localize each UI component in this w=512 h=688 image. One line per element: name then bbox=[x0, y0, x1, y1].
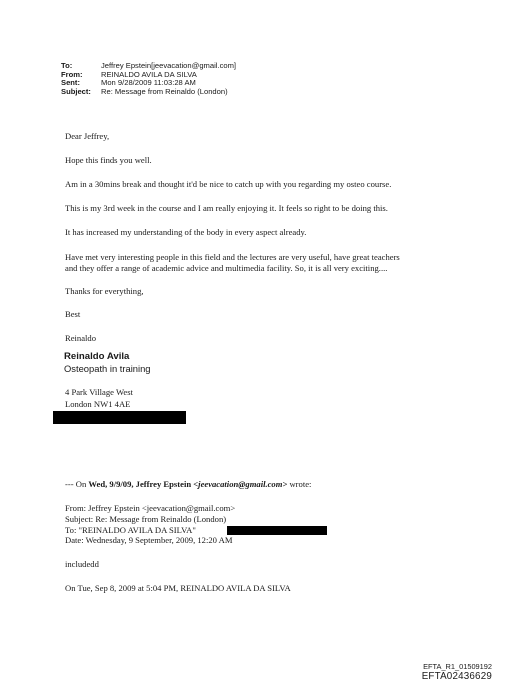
bates-id-small: EFTA_R1_01509192 bbox=[423, 662, 492, 671]
paragraph: Hope this finds you well. bbox=[65, 155, 152, 165]
quoted-to: To: "REINALDO AVILA DA SILVA" bbox=[65, 524, 196, 535]
signature-address bbox=[65, 387, 133, 410]
from-value: REINALDO AVILA DA SILVA bbox=[101, 69, 197, 79]
quoted-header bbox=[65, 479, 311, 489]
signature-title: Osteopath in training bbox=[64, 363, 151, 374]
paragraph: Have met very interesting people in this field and the lectures are very useful, have great teachers bbox=[65, 252, 400, 262]
earlier-message-line: On Tue, Sep 8, 2009 at 5:04 PM, REINALDO AVILA DA SILVA bbox=[65, 583, 291, 593]
subject-label: Subject: bbox=[61, 86, 91, 96]
address-line: 4 Park Village West bbox=[65, 387, 133, 397]
bates-id-large: EFTA02436629 bbox=[421, 671, 492, 682]
sent-label: Sent: bbox=[61, 78, 80, 88]
quoted-date: Wed, 9/9/09, Jeffrey Epstein bbox=[88, 479, 192, 489]
signature bbox=[64, 351, 151, 375]
quoted-date-line: Date: Wednesday, 9 September, 2009, 12:20 AM bbox=[65, 535, 233, 546]
signature-name: Reinaldo Avila bbox=[64, 351, 130, 362]
quoted-from: From: Jeffrey Epstein <jeevacation@gmail.com> bbox=[65, 503, 236, 513]
sender-signoff: Reinaldo bbox=[65, 333, 97, 343]
redaction-bar bbox=[53, 411, 186, 424]
subject-row bbox=[61, 88, 236, 97]
subject-value: Re: Message from Reinaldo (London) bbox=[101, 86, 228, 96]
paragraph: It has increased my understanding of the body in every aspect already. bbox=[65, 227, 307, 237]
quoted-message-header bbox=[65, 503, 235, 546]
paragraph: This is my 3rd week in the course and I am really enjoying it. It feels so right to be doing this. bbox=[65, 203, 388, 213]
from-label: From: bbox=[61, 69, 83, 79]
quoted-wrote-line: --- On Wed, 9/9/09, Jeffrey Epstein <jeevacation@gmail.com> wrote: bbox=[65, 479, 312, 489]
quoted-body: includedd bbox=[65, 559, 99, 569]
greeting: Dear Jeffrey, bbox=[65, 131, 110, 141]
paragraph: and they offer a range of academic advice and multimedia facility. So, it is all very exciting.... bbox=[65, 263, 388, 273]
to-label: To: bbox=[61, 61, 73, 70]
closing: Best bbox=[65, 309, 81, 319]
to-value: Jeffrey Epstein[jeevacation@gmail.com] bbox=[101, 61, 237, 70]
redaction-bar bbox=[227, 526, 327, 535]
bates-stamp bbox=[422, 662, 492, 682]
closing: Thanks for everything, bbox=[65, 286, 144, 296]
quoted-email: <jeevacation@gmail.com> bbox=[193, 479, 288, 489]
address-line: London NW1 4AE bbox=[65, 398, 131, 409]
quoted-subject: Subject: Re: Message from Reinaldo (London) bbox=[65, 513, 227, 524]
email-header bbox=[61, 62, 236, 96]
sent-value: Mon 9/28/2009 11:03:28 AM bbox=[101, 78, 196, 88]
paragraph: Am in a 30mins break and thought it'd be nice to catch up with you regarding my osteo course. bbox=[65, 179, 392, 189]
